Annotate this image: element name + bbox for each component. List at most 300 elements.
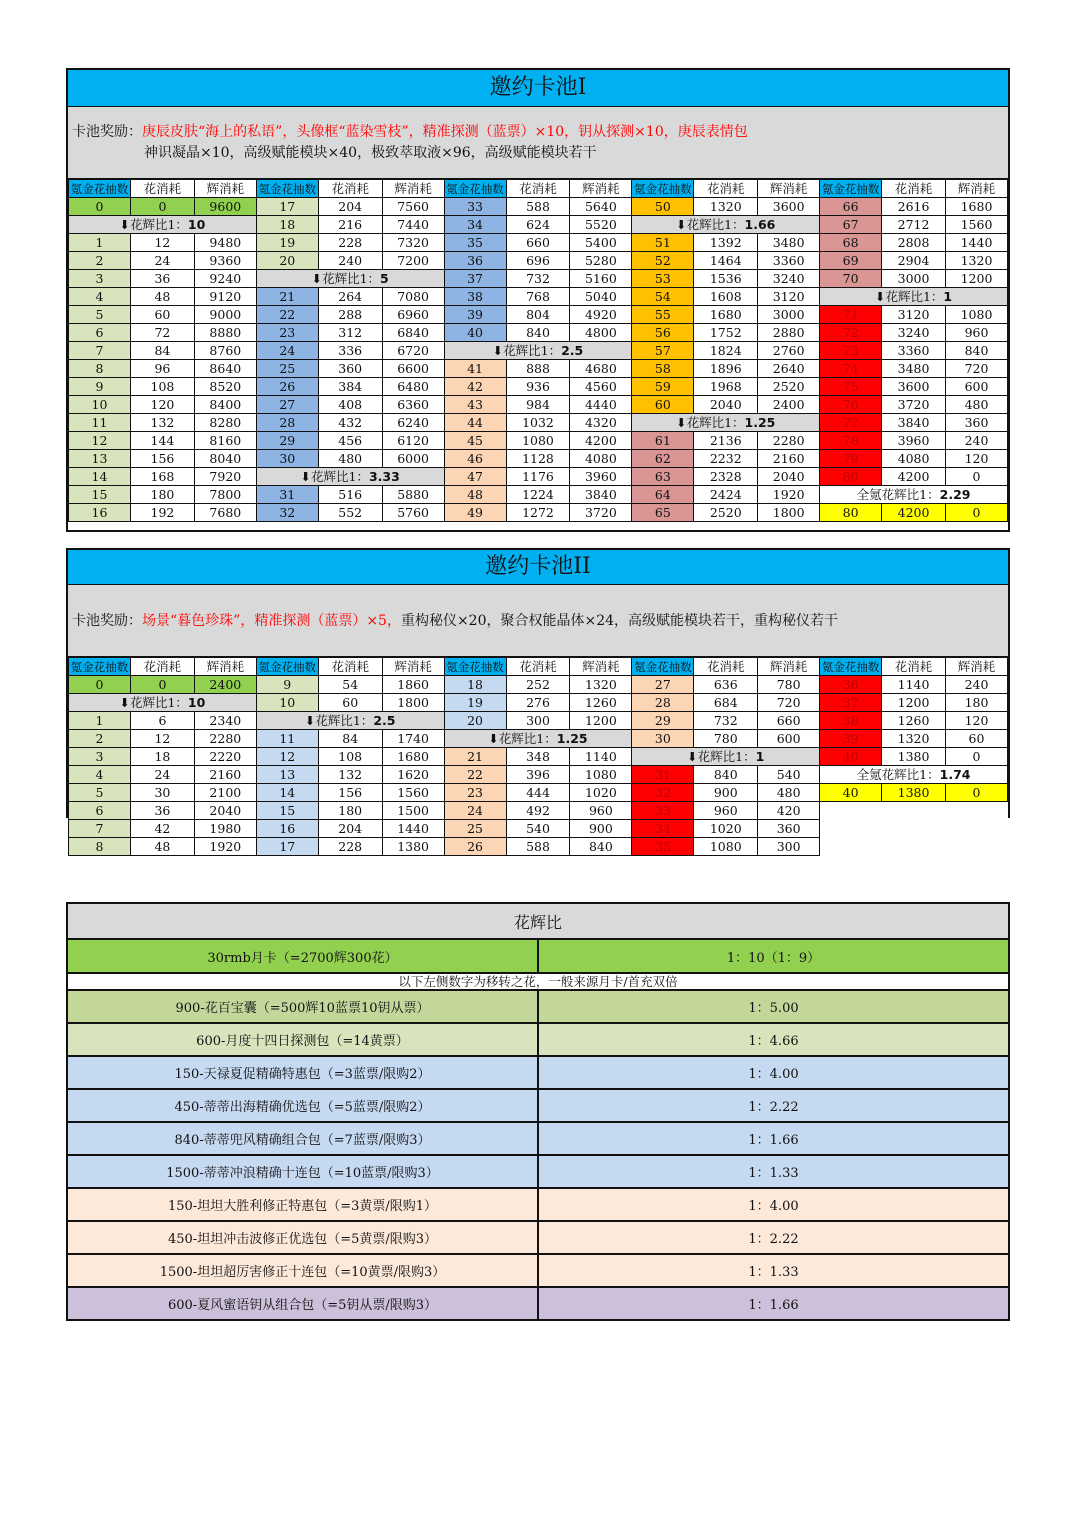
flower-cost: 228 <box>318 234 382 252</box>
glow-cost: 720 <box>946 360 1008 378</box>
pack-label: 150-天禄夏促精确特惠包（=3蓝票/限购2） <box>67 1056 538 1089</box>
ratio-row <box>67 1023 1009 1056</box>
glow-cost: 1980 <box>194 820 256 838</box>
draw-count: 50 <box>632 198 694 216</box>
ratio-row <box>67 990 1009 1023</box>
header-draws: 氪金花抽数 <box>69 180 131 198</box>
glow-cost: 9000 <box>194 306 256 324</box>
draw-count: 75 <box>820 378 882 396</box>
pack-ratio: 1：1.33 <box>538 1155 1009 1188</box>
ratio-note: ⬇花辉比1：1 <box>820 288 1008 306</box>
glow-cost: 1860 <box>382 676 444 694</box>
glow-cost: 5160 <box>570 270 632 288</box>
total-glow: 0 <box>946 784 1008 802</box>
draw-count: 34 <box>444 216 506 234</box>
header-draws: 氪金花抽数 <box>444 180 506 198</box>
flower-cost: 1320 <box>882 730 946 748</box>
glow-cost: 1500 <box>382 802 444 820</box>
draw-count: 28 <box>256 414 318 432</box>
pack-label: 900-花百宝囊（=500辉10蓝票10钥从票） <box>67 990 538 1023</box>
glow-cost: 5640 <box>570 198 632 216</box>
glow-cost: 7680 <box>194 504 256 522</box>
flower-cost: 2040 <box>694 396 758 414</box>
draw-count: 24 <box>444 802 506 820</box>
glow-cost: 6480 <box>382 378 444 396</box>
glow-cost: 1620 <box>382 766 444 784</box>
draw-count: 8 <box>69 838 131 856</box>
glow-cost: 6120 <box>382 432 444 450</box>
table-row <box>69 820 1008 838</box>
flower-cost: 204 <box>318 820 382 838</box>
draw-count: 14 <box>256 784 318 802</box>
flower-cost: 3480 <box>882 360 946 378</box>
glow-cost: 1440 <box>382 820 444 838</box>
draw-count: 3 <box>69 748 131 766</box>
pool2-grid <box>68 657 1008 856</box>
flower-cost: 108 <box>130 378 194 396</box>
flower-cost: 48 <box>130 288 194 306</box>
draw-count: 57 <box>632 342 694 360</box>
glow-cost: 1560 <box>946 216 1008 234</box>
glow-cost: 600 <box>946 378 1008 396</box>
draw-count: 12 <box>256 748 318 766</box>
glow-cost: 1440 <box>946 234 1008 252</box>
ratio-row <box>67 1221 1009 1254</box>
pack-label: 840-蒂蒂兜风精确组合包（=7蓝票/限购3） <box>67 1122 538 1155</box>
flower-cost: 540 <box>506 820 570 838</box>
draw-count: 43 <box>444 396 506 414</box>
glow-cost: 1920 <box>758 486 820 504</box>
glow-cost: 120 <box>946 712 1008 730</box>
header-glow: 辉消耗 <box>382 180 444 198</box>
pool1-reward-red2: 精准探测（蓝票）×10，钥从探测×10，庚辰表情包 <box>422 124 748 140</box>
total-draws: 80 <box>820 504 882 522</box>
flower-cost: 2616 <box>882 198 946 216</box>
pool2-reward-label: 卡池奖励： <box>72 613 142 629</box>
header-glow: 辉消耗 <box>946 658 1008 676</box>
ratio-note: ⬇花辉比1：1.66 <box>632 216 820 234</box>
header-glow: 辉消耗 <box>946 180 1008 198</box>
draw-count: 29 <box>256 432 318 450</box>
flower-cost: 588 <box>506 198 570 216</box>
flower-cost: 1824 <box>694 342 758 360</box>
flower-cost: 54 <box>318 676 382 694</box>
glow-cost: 2340 <box>194 712 256 730</box>
draw-count: 9 <box>256 676 318 694</box>
glow-cost: 480 <box>946 396 1008 414</box>
draw-count: 37 <box>444 270 506 288</box>
glow-cost: 7560 <box>382 198 444 216</box>
draw-count: 33 <box>444 198 506 216</box>
flower-cost: 492 <box>506 802 570 820</box>
draw-count: 4 <box>69 766 131 784</box>
glow-cost: 480 <box>758 784 820 802</box>
glow-cost: 9120 <box>194 288 256 306</box>
glow-cost: 780 <box>758 676 820 694</box>
glow-cost: 2400 <box>194 676 256 694</box>
draw-count: 18 <box>444 676 506 694</box>
flower-cost: 396 <box>506 766 570 784</box>
glow-cost: 5040 <box>570 288 632 306</box>
pool1-reward <box>68 107 1008 179</box>
draw-count: 17 <box>256 198 318 216</box>
glow-cost: 6600 <box>382 360 444 378</box>
flower-cost: 120 <box>130 396 194 414</box>
flower-cost: 180 <box>130 486 194 504</box>
draw-count: 19 <box>444 694 506 712</box>
table-row <box>69 766 1008 784</box>
draw-count: 72 <box>820 324 882 342</box>
pack-label: 450-蒂蒂出海精确优选包（=5蓝票/限购2） <box>67 1089 538 1122</box>
pool1-reward-red1: 庚辰皮肤“海上的私语”，头像框“蓝染雪枝”， <box>142 124 423 140</box>
draw-count: 36 <box>820 676 882 694</box>
flower-cost: 96 <box>130 360 194 378</box>
draw-count: 32 <box>256 504 318 522</box>
draw-count: 20 <box>444 712 506 730</box>
empty-cell <box>820 838 882 856</box>
draw-count: 80 <box>820 468 882 486</box>
ratio-note: ⬇花辉比1：1.25 <box>632 414 820 432</box>
flower-cost: 984 <box>506 396 570 414</box>
table-row <box>69 342 1008 360</box>
glow-cost: 1140 <box>570 748 632 766</box>
glow-cost: 5760 <box>382 504 444 522</box>
table-row <box>69 432 1008 450</box>
draw-count: 23 <box>256 324 318 342</box>
table-row <box>69 306 1008 324</box>
flower-cost: 1896 <box>694 360 758 378</box>
table-row <box>69 838 1008 856</box>
flower-cost: 4080 <box>882 450 946 468</box>
glow-cost: 3120 <box>758 288 820 306</box>
pool1-reward-label: 卡池奖励： <box>72 124 142 140</box>
draw-count: 21 <box>256 288 318 306</box>
empty-cell <box>882 802 946 820</box>
glow-cost: 1200 <box>946 270 1008 288</box>
draw-count: 28 <box>632 694 694 712</box>
glow-cost: 2100 <box>194 784 256 802</box>
flower-cost: 4200 <box>882 468 946 486</box>
draw-count: 7 <box>69 342 131 360</box>
glow-cost: 3000 <box>758 306 820 324</box>
flower-cost: 132 <box>318 766 382 784</box>
glow-cost: 660 <box>758 712 820 730</box>
glow-cost: 9600 <box>194 198 256 216</box>
table-row <box>69 676 1008 694</box>
flower-cost: 588 <box>506 838 570 856</box>
pool2-reward-red: 场景“暮色珍珠”，精准探测（蓝票）×5， <box>142 613 401 629</box>
draw-count: 76 <box>820 396 882 414</box>
glow-cost: 4320 <box>570 414 632 432</box>
flower-cost: 108 <box>318 748 382 766</box>
header-glow: 辉消耗 <box>382 658 444 676</box>
flower-cost: 2712 <box>882 216 946 234</box>
draw-count: 58 <box>632 360 694 378</box>
draw-count: 61 <box>632 432 694 450</box>
flower-cost: 936 <box>506 378 570 396</box>
glow-cost: 120 <box>946 450 1008 468</box>
header-glow: 辉消耗 <box>570 180 632 198</box>
flower-cost: 1680 <box>694 306 758 324</box>
flower-cost: 2808 <box>882 234 946 252</box>
draw-count: 15 <box>256 802 318 820</box>
draw-count: 6 <box>69 324 131 342</box>
glow-cost: 7440 <box>382 216 444 234</box>
ratio-note: ⬇花辉比1：5 <box>256 270 444 288</box>
table-row <box>69 468 1008 486</box>
pack-ratio: 1：4.00 <box>538 1056 1009 1089</box>
draw-count: 49 <box>444 504 506 522</box>
draw-count: 1 <box>69 712 131 730</box>
draw-count: 30 <box>256 450 318 468</box>
flower-cost: 2904 <box>882 252 946 270</box>
glow-cost: 360 <box>758 820 820 838</box>
glow-cost: 5400 <box>570 234 632 252</box>
pack-ratio: 1：1.66 <box>538 1122 1009 1155</box>
flower-cost: 312 <box>318 324 382 342</box>
glow-cost: 8400 <box>194 396 256 414</box>
glow-cost: 3840 <box>570 486 632 504</box>
flower-cost: 3120 <box>882 306 946 324</box>
table-row <box>69 324 1008 342</box>
draw-count: 65 <box>632 504 694 522</box>
empty-cell <box>882 838 946 856</box>
flower-cost: 30 <box>130 784 194 802</box>
pack-label: 600-月度十四日探测包（=14黄票） <box>67 1023 538 1056</box>
draw-count: 17 <box>256 838 318 856</box>
draw-count: 67 <box>820 216 882 234</box>
glow-cost: 4800 <box>570 324 632 342</box>
header-flower: 花消耗 <box>318 180 382 198</box>
header-draws: 氪金花抽数 <box>256 658 318 676</box>
draw-count: 40 <box>444 324 506 342</box>
glow-cost: 3480 <box>758 234 820 252</box>
pool-table <box>68 657 1008 856</box>
draw-count: 6 <box>69 802 131 820</box>
flower-cost: 168 <box>130 468 194 486</box>
flower-cost: 336 <box>318 342 382 360</box>
header-draws: 氪金花抽数 <box>820 180 882 198</box>
flower-cost: 888 <box>506 360 570 378</box>
pack-ratio: 1：2.22 <box>538 1221 1009 1254</box>
draw-count: 26 <box>256 378 318 396</box>
header-flower: 花消耗 <box>882 180 946 198</box>
flower-cost: 204 <box>318 198 382 216</box>
draw-count: 48 <box>444 486 506 504</box>
flower-cost: 60 <box>318 694 382 712</box>
flower-cost: 804 <box>506 306 570 324</box>
flower-cost: 552 <box>318 504 382 522</box>
flower-cost: 3960 <box>882 432 946 450</box>
draw-count: 16 <box>256 820 318 838</box>
draw-count: 20 <box>256 252 318 270</box>
glow-cost: 540 <box>758 766 820 784</box>
pool1-panel <box>66 68 1010 532</box>
total-flower: 4200 <box>882 504 946 522</box>
draw-count: 74 <box>820 360 882 378</box>
glow-cost: 6720 <box>382 342 444 360</box>
ratio-row <box>67 1155 1009 1188</box>
table-row <box>69 712 1008 730</box>
header-flower: 花消耗 <box>694 658 758 676</box>
pack-ratio: 1：1.33 <box>538 1254 1009 1287</box>
glow-cost: 7200 <box>382 252 444 270</box>
pool1-reward-line2: 神识凝晶×10，高级赋能模块×40，极致萃取液×96，高级赋能模块若干 <box>144 145 597 161</box>
flower-cost: 3360 <box>882 342 946 360</box>
draw-count: 51 <box>632 234 694 252</box>
empty-cell <box>946 802 1008 820</box>
draw-count: 47 <box>444 468 506 486</box>
ratio-row <box>67 1188 1009 1221</box>
flower-cost: 3840 <box>882 414 946 432</box>
draw-count: 27 <box>632 676 694 694</box>
glow-cost: 4680 <box>570 360 632 378</box>
pool2-title: 邀约卡池II <box>68 550 1008 585</box>
draw-count: 35 <box>632 838 694 856</box>
glow-cost: 7920 <box>194 468 256 486</box>
draw-count: 62 <box>632 450 694 468</box>
ratio-panel <box>66 902 1010 1343</box>
draw-count: 22 <box>256 306 318 324</box>
table-row <box>69 748 1008 766</box>
draw-count: 71 <box>820 306 882 324</box>
glow-cost: 900 <box>570 820 632 838</box>
flower-cost: 780 <box>694 730 758 748</box>
draw-count: 8 <box>69 360 131 378</box>
flower-cost: 384 <box>318 378 382 396</box>
flower-cost: 1032 <box>506 414 570 432</box>
glow-cost: 2040 <box>194 802 256 820</box>
flower-cost: 456 <box>318 432 382 450</box>
ratio-row <box>67 1089 1009 1122</box>
flower-cost: 444 <box>506 784 570 802</box>
flower-cost: 60 <box>130 306 194 324</box>
draw-count: 55 <box>632 306 694 324</box>
header-glow: 辉消耗 <box>570 658 632 676</box>
draw-count: 41 <box>444 360 506 378</box>
draw-count: 31 <box>256 486 318 504</box>
glow-cost: 240 <box>946 432 1008 450</box>
glow-cost: 2760 <box>758 342 820 360</box>
flower-cost: 2424 <box>694 486 758 504</box>
flower-cost: 516 <box>318 486 382 504</box>
draw-count: 4 <box>69 288 131 306</box>
flower-cost: 252 <box>506 676 570 694</box>
table-row <box>69 360 1008 378</box>
draw-count: 73 <box>820 342 882 360</box>
table-row <box>69 784 1008 802</box>
table-row <box>69 216 1008 234</box>
glow-cost: 1320 <box>946 252 1008 270</box>
flower-cost: 2328 <box>694 468 758 486</box>
flower-cost: 1080 <box>694 838 758 856</box>
draw-count: 27 <box>256 396 318 414</box>
draw-count: 25 <box>444 820 506 838</box>
glow-cost: 2220 <box>194 748 256 766</box>
flower-cost: 1752 <box>694 324 758 342</box>
draw-count: 1 <box>69 234 131 252</box>
glow-cost: 6960 <box>382 306 444 324</box>
draw-count: 13 <box>69 450 131 468</box>
glow-cost: 1680 <box>946 198 1008 216</box>
draw-count: 63 <box>632 468 694 486</box>
glow-cost: 2160 <box>758 450 820 468</box>
pool1-title: 邀约卡池I <box>68 70 1008 107</box>
header-flower: 花消耗 <box>694 180 758 198</box>
header-flower: 花消耗 <box>130 658 194 676</box>
flower-cost: 624 <box>506 216 570 234</box>
ratio-note: ⬇花辉比1：10 <box>69 216 257 234</box>
draw-count: 45 <box>444 432 506 450</box>
ratio-row <box>67 1122 1009 1155</box>
glow-cost: 2640 <box>758 360 820 378</box>
table-row <box>69 378 1008 396</box>
draw-count: 42 <box>444 378 506 396</box>
glow-cost: 5280 <box>570 252 632 270</box>
flower-cost: 1020 <box>694 820 758 838</box>
draw-count: 12 <box>69 432 131 450</box>
glow-cost: 0 <box>946 468 1008 486</box>
flower-cost: 348 <box>506 748 570 766</box>
flower-cost: 1176 <box>506 468 570 486</box>
flower-cost: 6 <box>130 712 194 730</box>
flower-cost: 2136 <box>694 432 758 450</box>
table-row <box>69 414 1008 432</box>
draw-count: 79 <box>820 450 882 468</box>
glow-cost: 2520 <box>758 378 820 396</box>
glow-cost: 840 <box>570 838 632 856</box>
flower-cost: 1968 <box>694 378 758 396</box>
glow-cost: 2040 <box>758 468 820 486</box>
flower-cost: 228 <box>318 838 382 856</box>
empty-cell <box>882 820 946 838</box>
pool1-grid <box>68 179 1008 522</box>
empty-cell <box>946 820 1008 838</box>
empty-cell <box>820 820 882 838</box>
glow-cost: 3600 <box>758 198 820 216</box>
glow-cost: 9360 <box>194 252 256 270</box>
draw-count: 36 <box>444 252 506 270</box>
glow-cost: 7800 <box>194 486 256 504</box>
draw-count: 29 <box>632 712 694 730</box>
header-draws: 氪金花抽数 <box>69 658 131 676</box>
glow-cost: 960 <box>946 324 1008 342</box>
header-flower: 花消耗 <box>318 658 382 676</box>
flower-cost: 18 <box>130 748 194 766</box>
flower-cost: 840 <box>694 766 758 784</box>
draw-count: 38 <box>820 712 882 730</box>
draw-count: 44 <box>444 414 506 432</box>
glow-cost: 2280 <box>194 730 256 748</box>
pool2-panel <box>66 548 1010 854</box>
flower-cost: 24 <box>130 766 194 784</box>
header-glow: 辉消耗 <box>194 180 256 198</box>
draw-count: 39 <box>820 730 882 748</box>
flower-cost: 12 <box>130 234 194 252</box>
header-glow: 辉消耗 <box>194 658 256 676</box>
pack-label: 450-坦坦冲击波修正优选包（=5黄票/限购3） <box>67 1221 538 1254</box>
pack-label: 150-坦坦大胜利修正特惠包（=3黄票/限购1） <box>67 1188 538 1221</box>
glow-cost: 1260 <box>570 694 632 712</box>
flower-cost: 360 <box>318 360 382 378</box>
header-glow: 辉消耗 <box>758 180 820 198</box>
draw-count: 40 <box>820 748 882 766</box>
table-row <box>69 396 1008 414</box>
ratio-row <box>67 1254 1009 1287</box>
flower-cost: 3000 <box>882 270 946 288</box>
pack-ratio: 1：2.22 <box>538 1089 1009 1122</box>
flower-cost: 960 <box>694 802 758 820</box>
